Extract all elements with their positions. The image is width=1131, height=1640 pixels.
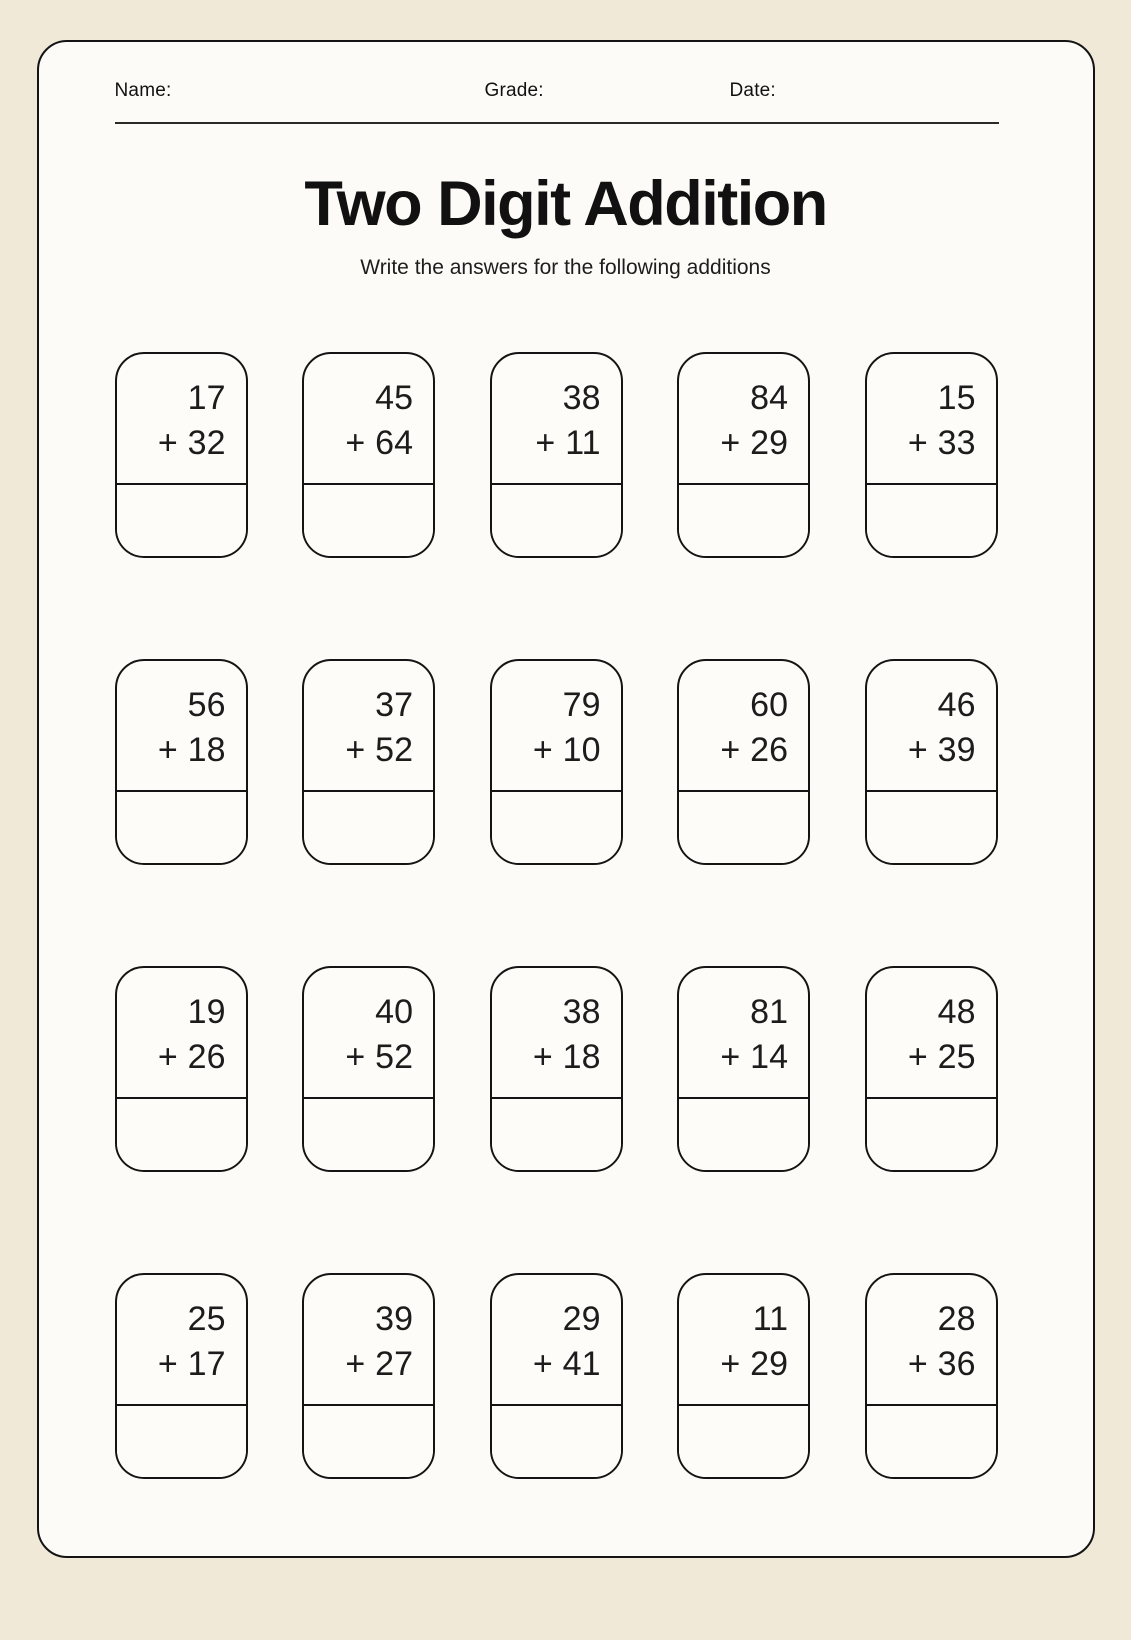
plus-operator: + — [345, 1037, 366, 1076]
addend-bottom-line — [314, 1342, 413, 1387]
problem-card — [302, 966, 435, 1172]
plus-operator: + — [157, 423, 178, 462]
problem-operands — [492, 661, 621, 792]
addend-bottom: 18 — [187, 730, 226, 769]
addend-bottom-line — [127, 728, 226, 773]
plus-operator: + — [532, 730, 553, 769]
problem-card — [677, 659, 810, 865]
addend-bottom-line — [127, 421, 226, 466]
addend-bottom: 14 — [750, 1037, 788, 1076]
problem-operands — [304, 968, 433, 1099]
addend-bottom: 25 — [937, 1037, 976, 1076]
addend-bottom-line — [314, 1035, 413, 1080]
addend-bottom-line — [689, 728, 788, 773]
plus-operator: + — [157, 1344, 178, 1383]
problem-operands — [679, 661, 808, 792]
problem-card — [677, 352, 810, 558]
answer-box[interactable] — [117, 485, 246, 556]
answer-box[interactable] — [867, 1099, 996, 1170]
problem-card — [865, 352, 998, 558]
addend-bottom-line — [689, 421, 788, 466]
plus-operator: + — [907, 1344, 928, 1383]
plus-operator: + — [532, 1344, 553, 1383]
problem-card — [490, 1273, 623, 1479]
answer-box[interactable] — [867, 1406, 996, 1477]
worksheet-header — [115, 78, 999, 124]
problem-card — [677, 1273, 810, 1479]
answer-box[interactable] — [679, 485, 808, 556]
plus-operator: + — [720, 1037, 741, 1076]
addend-bottom-line — [877, 1035, 976, 1080]
answer-box[interactable] — [117, 1406, 246, 1477]
addend-bottom-line — [689, 1035, 788, 1080]
addend-top: 60 — [750, 685, 788, 724]
answer-box[interactable] — [492, 792, 621, 863]
addend-bottom-line — [127, 1342, 226, 1387]
name-label: Name: — [114, 80, 172, 101]
answer-box[interactable] — [867, 485, 996, 556]
answer-box[interactable] — [492, 1406, 621, 1477]
problem-operands — [304, 354, 433, 485]
plus-operator: + — [720, 1344, 741, 1383]
addend-top: 56 — [187, 685, 226, 724]
plus-operator: + — [157, 1037, 178, 1076]
addend-top: 17 — [187, 378, 226, 417]
plus-operator: + — [907, 423, 928, 462]
plus-operator: + — [907, 730, 928, 769]
problem-operands — [492, 968, 621, 1099]
addend-bottom: 41 — [562, 1344, 601, 1383]
addend-top: 37 — [375, 685, 413, 724]
addend-top: 40 — [375, 992, 413, 1031]
problem-operands — [867, 661, 996, 792]
problem-operands — [679, 354, 808, 485]
answer-box[interactable] — [492, 1099, 621, 1170]
addend-bottom: 29 — [750, 423, 788, 462]
problem-operands — [679, 968, 808, 1099]
answer-box[interactable] — [117, 792, 246, 863]
answer-box[interactable] — [867, 792, 996, 863]
problem-operands — [117, 968, 246, 1099]
addend-bottom: 11 — [565, 423, 601, 462]
grade-label: Grade: — [484, 80, 544, 101]
addend-bottom: 26 — [750, 730, 788, 769]
problem-operands — [867, 1275, 996, 1406]
problems-grid — [39, 352, 1093, 1479]
addend-top: 11 — [752, 1299, 788, 1338]
page-subtitle: Write the answers for the following additions — [360, 256, 771, 279]
problem-card — [115, 352, 248, 558]
addend-bottom: 64 — [375, 423, 413, 462]
problem-operands — [304, 1275, 433, 1406]
addend-bottom-line — [502, 421, 601, 466]
problem-operands — [867, 354, 996, 485]
addend-bottom-line — [314, 421, 413, 466]
problem-card — [677, 966, 810, 1172]
problem-card — [302, 1273, 435, 1479]
addend-bottom: 33 — [937, 423, 976, 462]
problem-card — [490, 966, 623, 1172]
addend-bottom: 39 — [937, 730, 976, 769]
plus-operator: + — [532, 1037, 553, 1076]
problem-card — [490, 352, 623, 558]
addend-top: 38 — [562, 378, 601, 417]
problem-operands — [492, 354, 621, 485]
plus-operator: + — [345, 730, 366, 769]
addend-top: 45 — [375, 378, 413, 417]
answer-box[interactable] — [304, 1099, 433, 1170]
plus-operator: + — [907, 1037, 928, 1076]
problem-card — [865, 659, 998, 865]
problem-operands — [117, 1275, 246, 1406]
addend-top: 38 — [562, 992, 601, 1031]
addend-top: 84 — [750, 378, 788, 417]
problem-card — [115, 966, 248, 1172]
addend-bottom-line — [502, 1342, 601, 1387]
addend-top: 48 — [937, 992, 976, 1031]
worksheet-page — [37, 40, 1095, 1558]
problem-card — [115, 659, 248, 865]
addend-bottom: 29 — [750, 1344, 788, 1383]
plus-operator: + — [720, 423, 741, 462]
problem-operands — [117, 661, 246, 792]
addend-top: 81 — [750, 992, 788, 1031]
plus-operator: + — [345, 423, 366, 462]
problem-operands — [304, 661, 433, 792]
addend-bottom: 26 — [187, 1037, 226, 1076]
addend-top: 15 — [937, 378, 976, 417]
problem-card — [865, 1273, 998, 1479]
addend-top: 29 — [562, 1299, 601, 1338]
answer-box[interactable] — [117, 1099, 246, 1170]
addend-top: 28 — [937, 1299, 976, 1338]
addend-bottom-line — [502, 1035, 601, 1080]
plus-operator: + — [535, 423, 556, 462]
problem-operands — [867, 968, 996, 1099]
addend-top: 39 — [375, 1299, 413, 1338]
problem-card — [302, 352, 435, 558]
addend-bottom-line — [127, 1035, 226, 1080]
addend-bottom: 32 — [187, 423, 226, 462]
addend-bottom: 36 — [937, 1344, 976, 1383]
addend-bottom: 52 — [375, 730, 413, 769]
problem-operands — [117, 354, 246, 485]
plus-operator: + — [720, 730, 741, 769]
addend-bottom-line — [877, 728, 976, 773]
date-label: Date: — [729, 80, 776, 101]
answer-box[interactable] — [492, 485, 621, 556]
page-title: Two Digit Addition — [304, 169, 827, 239]
addend-bottom: 27 — [375, 1344, 413, 1383]
answer-box[interactable] — [679, 1406, 808, 1477]
problem-card — [865, 966, 998, 1172]
addend-bottom-line — [502, 728, 601, 773]
addend-top: 46 — [937, 685, 976, 724]
answer-box[interactable] — [304, 792, 433, 863]
addend-bottom-line — [877, 1342, 976, 1387]
answer-box[interactable] — [304, 1406, 433, 1477]
addend-bottom: 17 — [187, 1344, 226, 1383]
addend-bottom: 52 — [375, 1037, 413, 1076]
problem-operands — [679, 1275, 808, 1406]
problem-card — [490, 659, 623, 865]
addend-bottom-line — [689, 1342, 788, 1387]
answer-box[interactable] — [679, 1099, 808, 1170]
plus-operator: + — [345, 1344, 366, 1383]
addend-top: 25 — [187, 1299, 226, 1338]
plus-operator: + — [157, 730, 178, 769]
addend-bottom: 18 — [562, 1037, 601, 1076]
problem-operands — [492, 1275, 621, 1406]
addend-top: 19 — [187, 992, 226, 1031]
addend-bottom-line — [314, 728, 413, 773]
addend-bottom: 10 — [562, 730, 601, 769]
addend-top: 79 — [562, 685, 601, 724]
problem-card — [302, 659, 435, 865]
answer-box[interactable] — [679, 792, 808, 863]
answer-box[interactable] — [304, 485, 433, 556]
problem-card — [115, 1273, 248, 1479]
addend-bottom-line — [877, 421, 976, 466]
